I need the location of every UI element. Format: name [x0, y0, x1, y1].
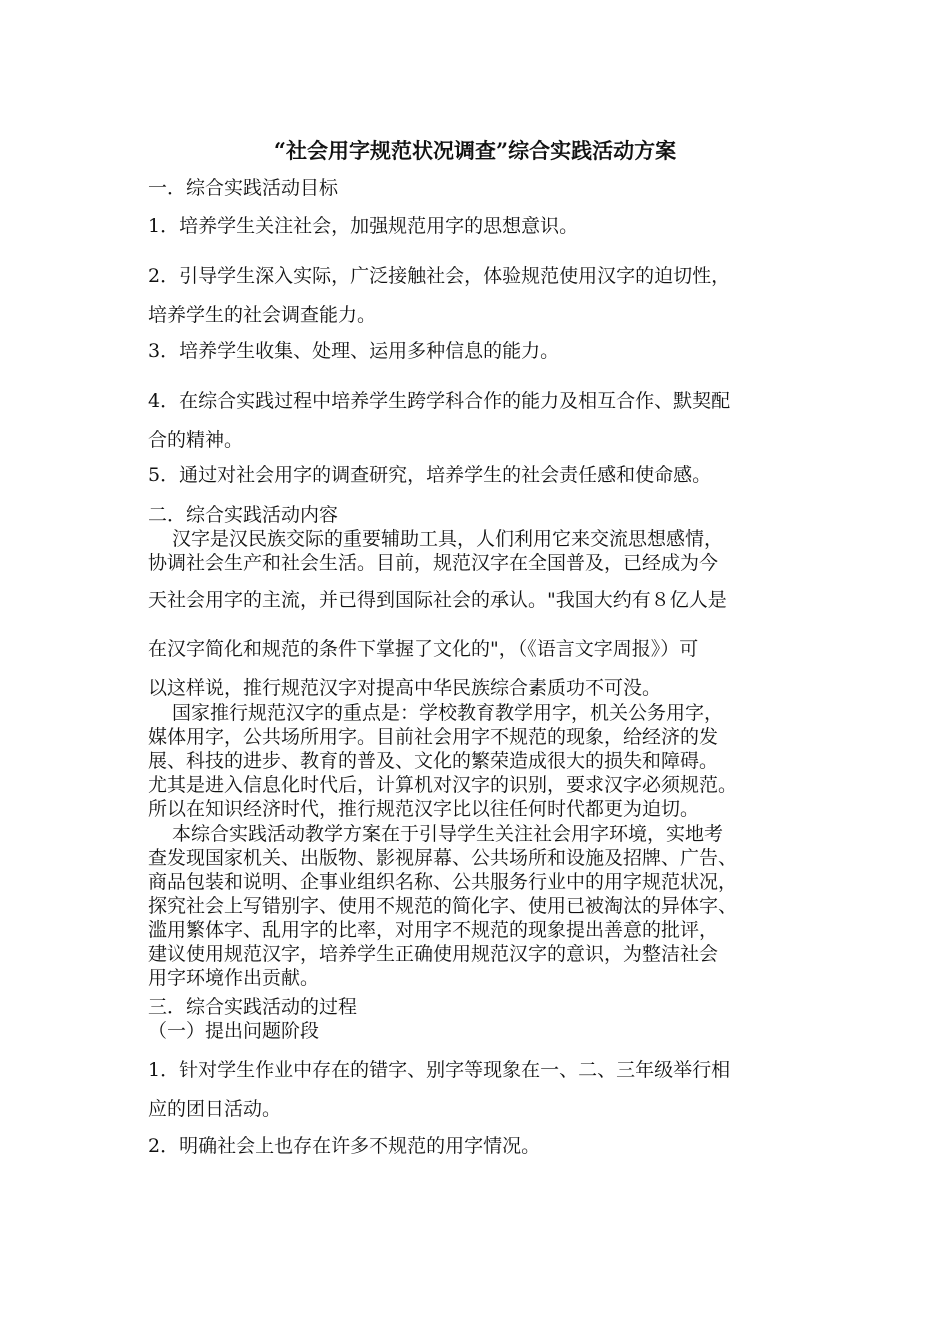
list-item-continuation: 培养学生的社会调查能力。 — [148, 304, 377, 326]
paragraph-line: 以这样说，推行规范汉字对提高中华民族综合素质功不可没。 — [148, 677, 662, 699]
section-heading: 一．综合实践活动目标 — [148, 177, 339, 199]
section-heading: 三．综合实践活动的过程 — [148, 996, 358, 1018]
list-item: 1．培养学生关注社会，加强规范用字的思想意识。 — [148, 215, 579, 237]
paragraph-line: 汉字是汉民族交际的重要辅助工具，人们利用它来交流思想感情， — [172, 528, 724, 550]
paragraph-line: 在汉字简化和规范的条件下掌握了文化的"，（《语言文字周报》）可 — [148, 638, 699, 660]
list-item: 4．在综合实践过程中培养学生跨学科合作的能力及相互合作、默契配 — [148, 390, 731, 412]
list-item-continuation: 应的团日活动。 — [148, 1098, 282, 1120]
paragraph-line: 探究社会上写错别字、使用不规范的简化字、使用已被淘汰的异体字、 — [148, 895, 738, 917]
paragraph-line: 滥用繁体字、乱用字的比率，对用字不规范的现象提出善意的批评， — [148, 919, 719, 941]
paragraph-line: 国家推行规范汉字的重点是：学校教育教学用字，机关公务用字， — [172, 702, 724, 724]
paragraph-line: 尤其是进入信息化时代后，计算机对汉字的识别，要求汉字必须规范。 — [148, 774, 738, 796]
paragraph-line: 用字环境作出贡献。 — [148, 967, 320, 989]
list-item: 2．明确社会上也存在许多不规范的用字情况。 — [148, 1135, 541, 1157]
paragraph-line: 媒体用字，公共场所用字。目前社会用字不规范的现象，给经济的发 — [148, 726, 719, 748]
paragraph-line: 展、科技的进步、教育的普及、文化的繁荣造成很大的损失和障碍。 — [148, 750, 719, 772]
document-title: “社会用字规范状况调查”综合实践活动方案 — [273, 138, 677, 163]
paragraph-line: 天社会用字的主流，并已得到国际社会的承认。"我国大约有８亿人是 — [148, 589, 727, 611]
list-item: 2．引导学生深入实际，广泛接触社会，体验规范使用汉字的迫切性， — [148, 265, 731, 287]
paragraph-line: 查发现国家机关、出版物、影视屏幕、公共场所和设施及招牌、广告、 — [148, 847, 738, 869]
paragraph-line: 协调社会生产和社会生活。目前，规范汉字在全国普及，已经成为今 — [148, 552, 719, 574]
list-item: 3．培养学生收集、处理、运用多种信息的能力。 — [148, 340, 560, 362]
subsection-heading: （一）提出问题阶段 — [148, 1020, 320, 1042]
paragraph-line: 建议使用规范汉字，培养学生正确使用规范汉字的意识，为整洁社会 — [148, 943, 719, 965]
paragraph-line: 商品包装和说明、企事业组织名称、公共服务行业中的用字规范状况， — [148, 871, 738, 893]
list-item-continuation: 合的精神。 — [148, 429, 244, 451]
list-item: 1．针对学生作业中存在的错字、别字等现象在一、二、三年级举行相 — [148, 1059, 731, 1081]
section-heading: 二．综合实践活动内容 — [148, 504, 339, 526]
list-item: 5．通过对社会用字的调查研究，培养学生的社会责任感和使命感。 — [148, 464, 712, 486]
paragraph-line: 本综合实践活动教学方案在于引导学生关注社会用字环境，实地考 — [172, 823, 724, 845]
paragraph-line: 所以在知识经济时代，推行规范汉字比以往任何时代都更为迫切。 — [148, 798, 700, 820]
